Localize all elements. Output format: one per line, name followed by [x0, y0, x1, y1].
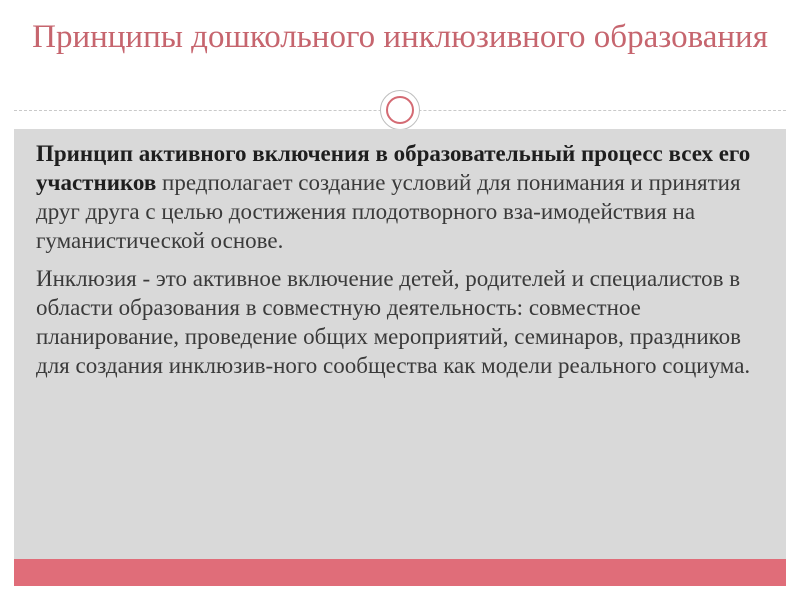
- principle-description: предполагает создание условий для понимания и принятия друг друга с целью достижения плодотворного вза-имодействия на гуманистической основе.: [36, 170, 741, 253]
- slide-title: Принципы дошкольного инклюзивного образования: [32, 19, 768, 55]
- content-panel: [14, 129, 786, 559]
- principle-heading: Принцип активного включения в образовательный процесс всех его участников: [36, 141, 751, 195]
- ring-inner: [386, 96, 414, 124]
- paragraph-inclusion: Инклюзия - это активное включение детей, родителей и специалистов в области образования в совместную деятельность: совместное планирование, проведение общих мероприятий, семинаров, праздников для создания инклюзив-ного сообщества как модели реального социума.: [36, 266, 751, 378]
- ring-icon: [380, 90, 420, 130]
- bottom-accent-bar: [14, 559, 786, 586]
- body-text: [36, 139, 766, 389]
- paragraph-principle: [36, 139, 766, 255]
